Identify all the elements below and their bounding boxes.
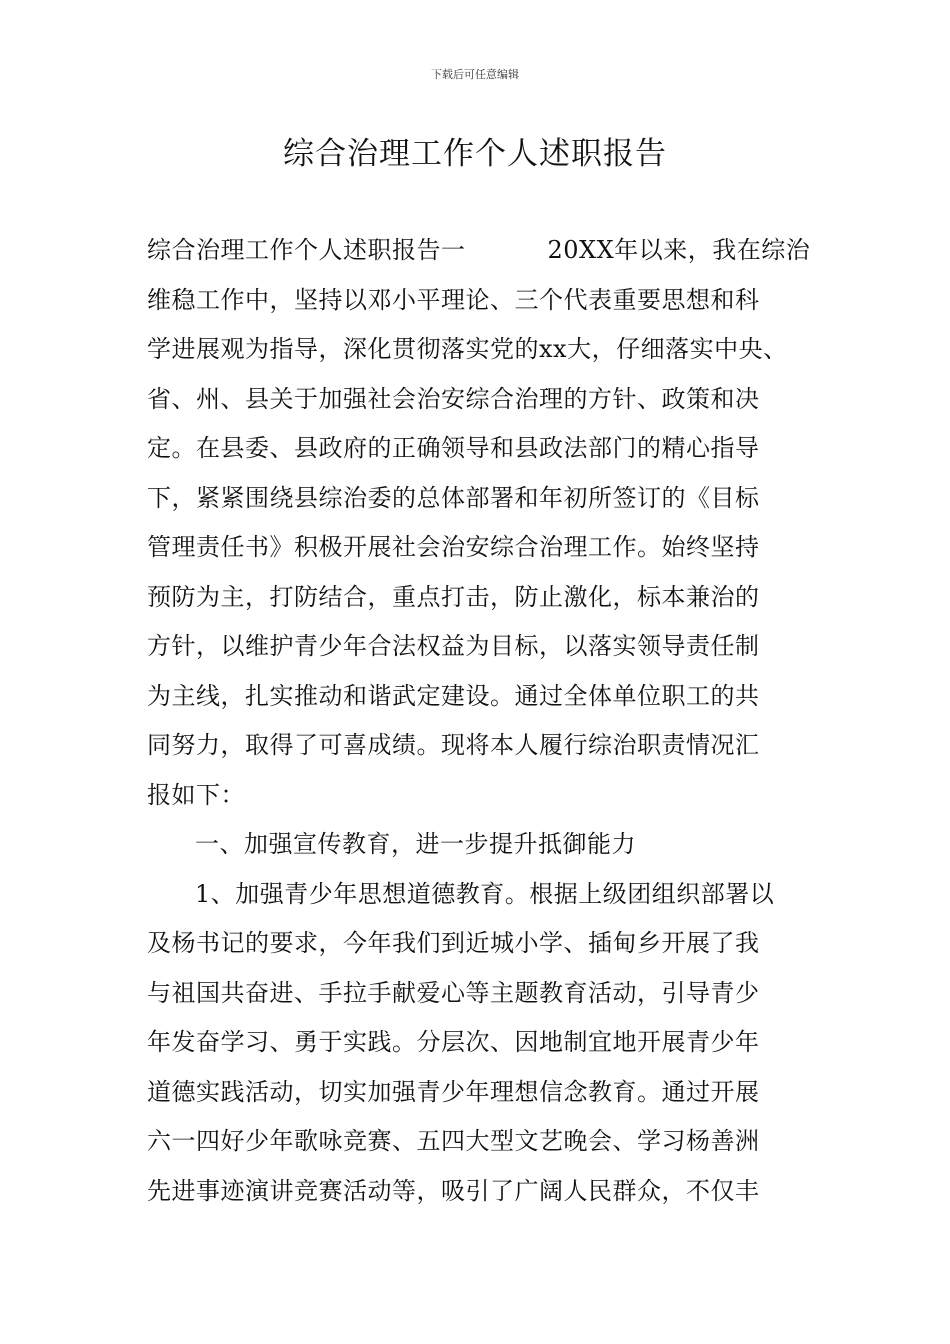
paragraph-line: 下，紧紧围绕县综治委的总体部署和年初所签订的《目标 — [147, 483, 760, 512]
intro-text: 20XX年以来，我在综治 — [547, 236, 811, 264]
intro-line — [147, 232, 822, 282]
section-heading: 一、加强宣传教育，进一步提升抵御能力 — [195, 830, 636, 858]
document-title: 综合治理工作个人述职报告 — [283, 136, 667, 172]
paragraph-line: 定。在县委、县政府的正确领导和县政法部门的精心指导 — [147, 434, 760, 462]
paragraph-line: 维稳工作中，坚持以邓小平理论、三个代表重要思想和科 — [147, 285, 760, 314]
intro-heading: 综合治理工作个人述职报告一 — [147, 236, 466, 264]
paragraph-line: 为主线，扎实推动和谐武定建设。通过全体单位职工的共 — [147, 681, 760, 710]
paragraph-line: 与祖国共奋进、手拉手献爱心等主题教育活动，引导青少 — [147, 978, 760, 1007]
paragraph-line: 年发奋学习、勇于实践。分层次、因地制宜地开展青少年 — [147, 1028, 760, 1056]
header-note: 下载后可任意编辑 — [431, 68, 519, 81]
body-text — [147, 232, 822, 1222]
paragraph-line: 报如下： — [147, 780, 245, 809]
paragraph-line: 六一四好少年歌咏竞赛、五四大型文艺晚会、学习杨善洲 — [147, 1127, 760, 1155]
paragraph-line: 方针，以维护青少年合法权益为目标，以落实领导责任制 — [147, 632, 760, 660]
paragraph-line: 同努力，取得了可喜成绩。现将本人履行综治职责情况汇 — [147, 731, 760, 759]
paragraph-line: 先进事迹演讲竞赛活动等，吸引了广阔人民群众，不仅丰 — [147, 1176, 760, 1205]
paragraph-line: 管理责任书》积极开展社会治安综合治理工作。始终坚持 — [147, 533, 760, 561]
paragraph-line: 省、州、县关于加强社会治安综合治理的方针、政策和决 — [147, 384, 760, 413]
subsection-first-line: 1、加强青少年思想道德教育。根据上级团组织部署以 — [195, 879, 775, 908]
paragraph-line: 及杨书记的要求，今年我们到近城小学、插甸乡开展了我 — [147, 929, 760, 957]
paragraph-line: 道德实践活动，切实加强青少年理想信念教育。通过开展 — [147, 1077, 760, 1106]
paragraph-line: 预防为主，打防结合，重点打击，防止激化，标本兼治的 — [147, 582, 760, 611]
paragraph-line: 学进展观为指导，深化贯彻落实党的xx大，仔细落实中央、 — [147, 335, 788, 363]
